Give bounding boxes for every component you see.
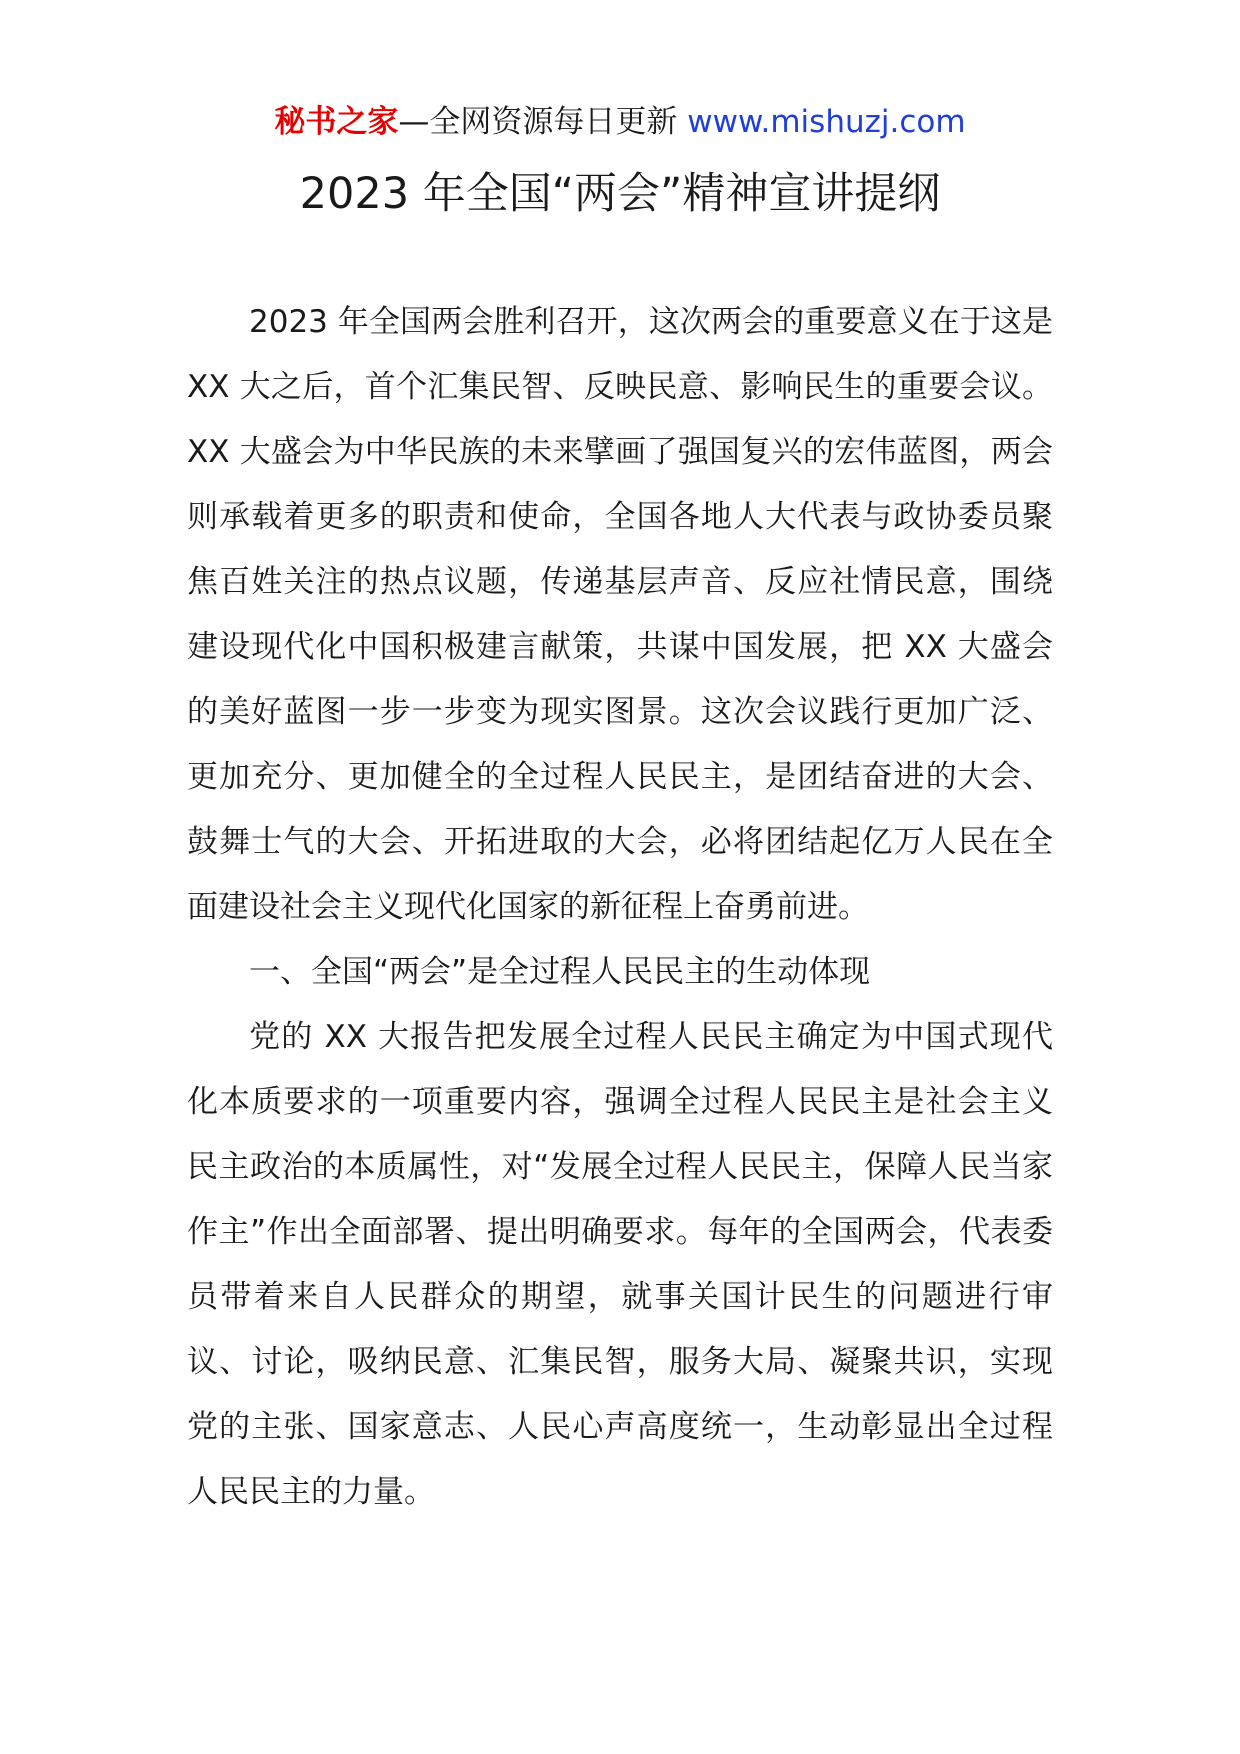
site-slogan: —全网资源每日更新 — [398, 104, 678, 140]
brand-name: 秘书之家 — [274, 104, 399, 140]
section-1-heading: 一、全国“两会”是全过程人民民主的生动体现 — [249, 954, 871, 990]
site-url-link[interactable]: www.mishuzj.com — [687, 104, 966, 140]
intro-paragraph: 2023 年全国两会胜利召开，这次两会的重要意义在于这是 XX 大之后，首个汇集民智、反映民意、影响民生的重要会议。XX 大盛会为中华民族的未来擘画了强国复兴的宏伟蓝图，两会则承载着更多的职责和使命，全国各地人大代表与政协委员聚焦百姓关注的热点议题，传递基层声音、反应社情民意，围绕建设现代化中国积极建言献策，共谋中国发展，把 XX 大盛会的美好蓝图一步一步变为现实图景。这次会议践行更加广泛、更加充分、更加健全的全过程人民民主，是团结奋进的大会、鼓舞士气的大会、开拓进取的大会，必将团结起亿万人民在全面建设社会主义现代化国家的新征程上奋勇前进。 — [187, 304, 1053, 925]
section-1-paragraph: 党的 XX 大报告把发展全过程人民民主确定为中国式现代化本质要求的一项重要内容，强调全过程人民民主是社会主义民主政治的本质属性，对“发展全过程人民民主，保障人民当家作主”作出全面部署、提出明确要求。每年的全国两会，代表委员带着来自人民群众的期望，就事关国计民生的问题进行审议、讨论，吸纳民意、汇集民智，服务大局、凝聚共识，实现党的主张、国家意志、人民心声高度统一，生动彰显出全过程人民民主的力量。 — [187, 1019, 1053, 1510]
site-header — [0, 100, 1240, 144]
document-title: 2023 年全国“两会”精神宣讲提纲 — [299, 169, 941, 219]
document-body — [187, 290, 1053, 1525]
